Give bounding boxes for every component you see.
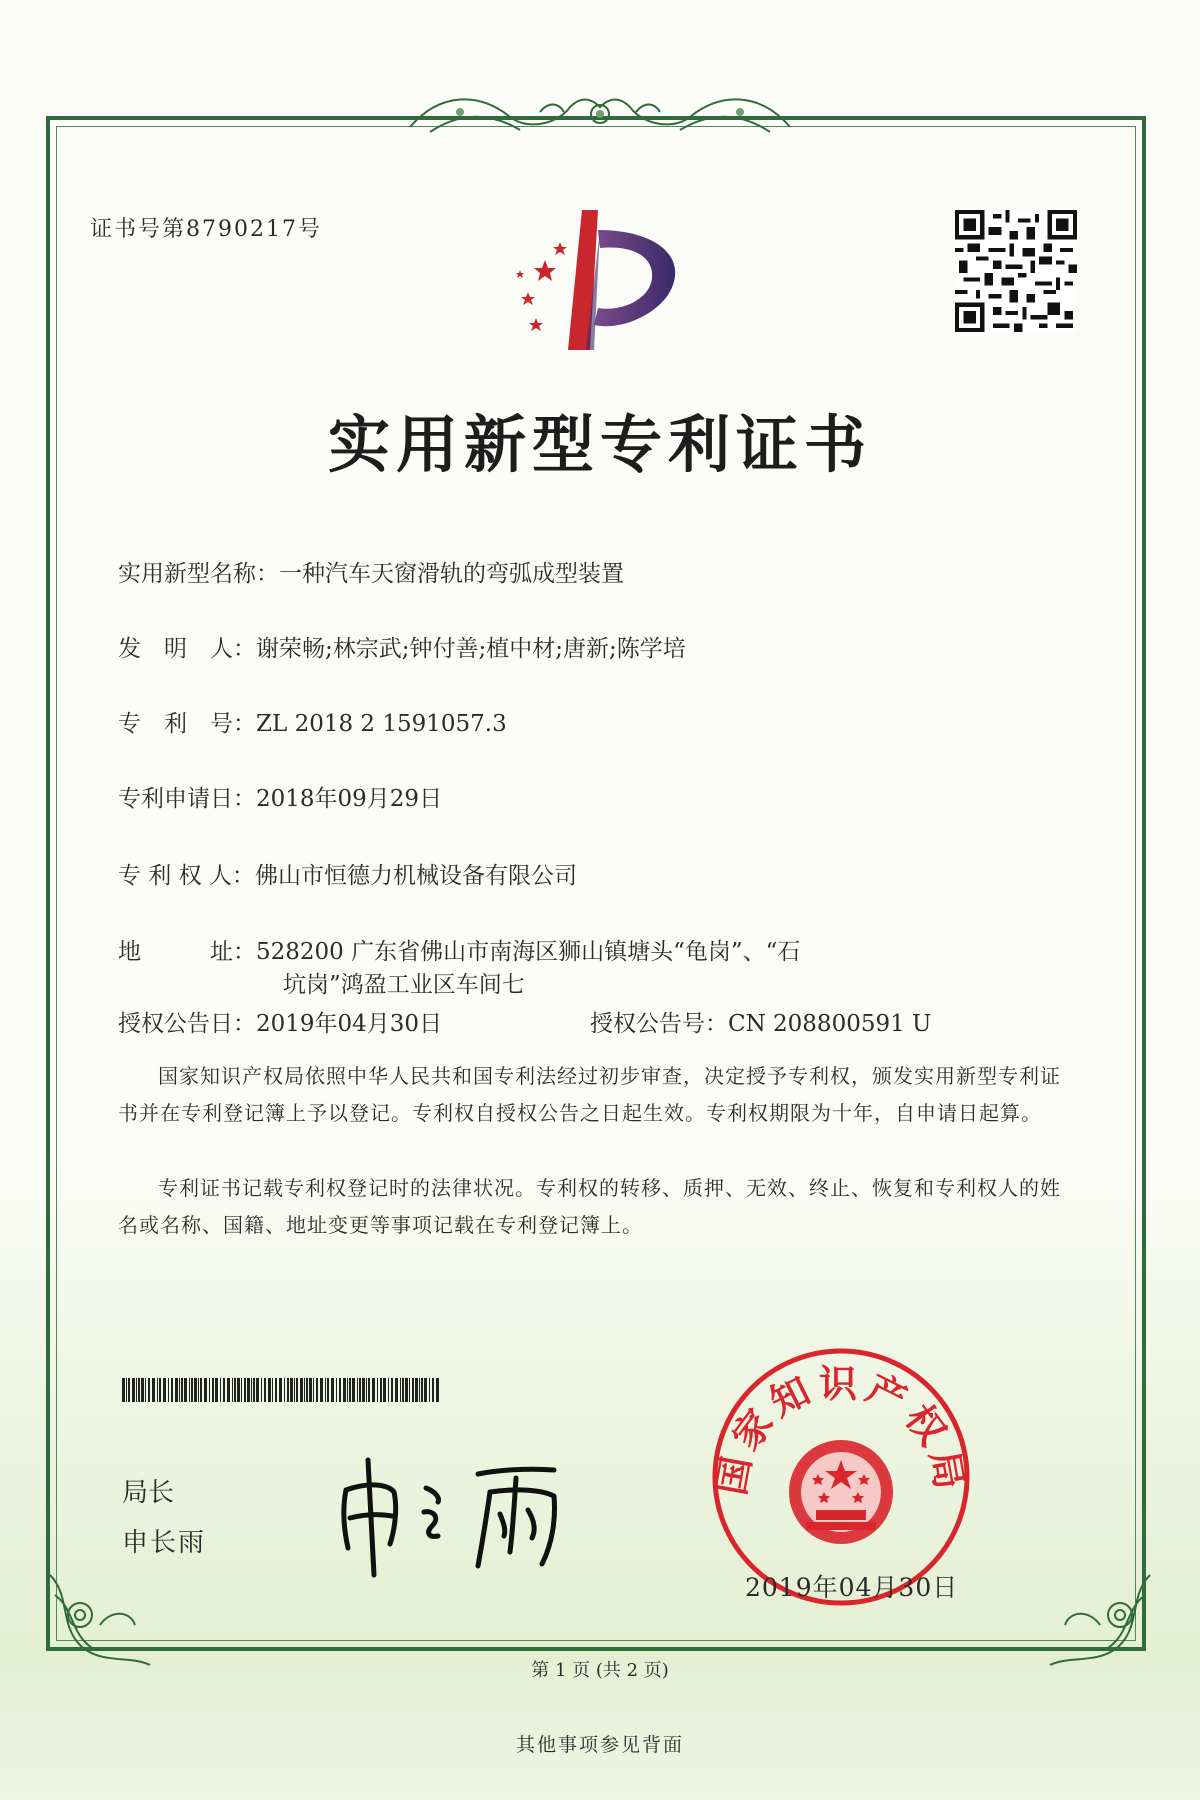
- inventor-value: 谢荣畅;林宗武;钟付善;植中材;唐新;陈学培: [256, 636, 686, 662]
- seal-date: 2019年04月30日: [745, 1573, 959, 1602]
- director-title: 局长: [122, 1478, 175, 1508]
- top-ornament: [400, 82, 800, 152]
- qr-code-icon: [955, 210, 1077, 332]
- grant-date-label: 授权公告日：: [118, 1011, 256, 1037]
- page-indicator: 第 1 页 (共 2 页): [531, 1660, 669, 1681]
- utility-model-name-row: [118, 555, 624, 588]
- utility-model-name-value: 一种汽车天窗滑轨的弯弧成型装置: [279, 561, 624, 587]
- seal-text: 国家知识产权局: [709, 1362, 973, 1499]
- patent-number-value: ZL 2018 2 1591057.3: [256, 711, 507, 737]
- filing-date-row: [118, 780, 442, 813]
- grant-number-value: CN 208800591 U: [728, 1011, 932, 1037]
- inventor-label: 发 明 人：: [118, 636, 256, 662]
- filing-date-value: 2018年09月29日: [256, 786, 443, 812]
- patent-number-row: [118, 705, 507, 738]
- utility-model-name-label: 实用新型名称：: [118, 561, 279, 587]
- director-name: 申长雨: [122, 1528, 207, 1558]
- address-label: 地 址：: [118, 939, 256, 965]
- certificate-title: 实用新型专利证书: [327, 408, 872, 481]
- statement-paragraph-2: 专利证书记载专利权登记时的法律状况。专利权的转移、质押、无效、终止、恢复和专利权人的姓名或名称、国籍、地址变更等事项记载在专利登记簿上。: [118, 1176, 1061, 1237]
- grant-date-row: [118, 1005, 442, 1038]
- director-signature-icon: [328, 1440, 588, 1580]
- inventor-row: [118, 630, 686, 663]
- patentee-label: 专 利 权 人：: [118, 863, 255, 889]
- certificate-number: 证书号第8790217号: [90, 217, 322, 242]
- grant-number-row: [590, 1005, 931, 1038]
- address-row: [118, 933, 800, 966]
- filing-date-label: 专利申请日：: [118, 786, 256, 812]
- grant-number-label: 授权公告号：: [590, 1011, 728, 1037]
- address-value-line1: 528200 广东省佛山市南海区狮山镇塘头“龟岗”、“石: [256, 939, 801, 965]
- patentee-row: [118, 857, 577, 890]
- grant-date-value: 2019年04月30日: [256, 1011, 443, 1037]
- barcode-icon: [122, 1378, 444, 1402]
- address-value-line2: 坑岗”鸿盈工业区车间七: [283, 972, 525, 998]
- statement-paragraph-1: 国家知识产权局依照中华人民共和国专利法经过初步审查，决定授予专利权，颁发实用新型专利证书并在专利登记簿上予以登记。专利权自授权公告之日起生效。专利权期限为十年，自申请日起算。: [118, 1064, 1061, 1125]
- cnipa-logo-icon: [490, 200, 700, 360]
- patentee-value: 佛山市恒德力机械设备有限公司: [254, 863, 577, 889]
- footer-note: 其他事项参见背面: [515, 1734, 684, 1756]
- patent-number-label: 专 利 号：: [118, 711, 256, 737]
